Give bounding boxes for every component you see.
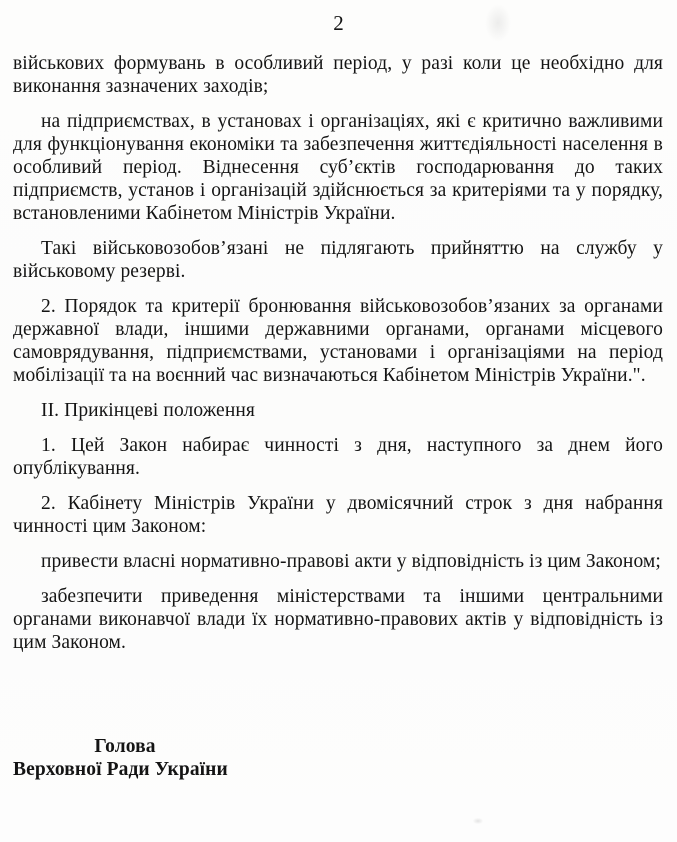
section-heading-final-provisions: ІІ. Прикінцеві положення — [41, 400, 255, 421]
paragraph-reserve-service: Такі військовозобов’язані не підлягають прийняттю на службу у військовому резерві. — [13, 238, 663, 282]
signature-block — [13, 735, 237, 781]
paragraph-enterprises-critical: на підприємствах, в установах і організаціях, які є критично важливими для функціонування економіки та забезпечення життєдіяльності населення в особливий період. Віднесення суб’єктів господарювання до таких підприємств, установ і організацій здійснюється за критеріями та у порядку, встановленими Кабінетом Міністрів України. — [13, 111, 663, 224]
paragraph-continuation-military-formations: військових формувань в особливий період, у разі коли це необхідно для виконання зазначених заходів; — [13, 53, 663, 97]
paragraph-ministries-acts: забезпечити приведення міністерствами та іншими центральними органами виконавчої влади їх нормативно-правових актів у відповідність із цим Законом. — [13, 586, 663, 653]
paragraph-bring-own-acts: привести власні нормативно-правові акти у відповідність із цим Законом; — [41, 551, 661, 572]
page-number: 2 — [333, 11, 344, 35]
paragraph-booking-procedure: 2. Порядок та критерії бронювання військовозобов’язаних за органами державної влади, іншими державними органами, органами місцевого самоврядування, підприємствами, установами і організаціями на період мобілізації та на воєнний час визначаються Кабінетом Міністрів України.". — [13, 296, 663, 386]
paragraph-cabinet-two-months: 2. Кабінету Міністрів України у двомісячний строк з дня набрання чинності цим Законом: — [13, 493, 663, 537]
scan-speck-artifact — [473, 818, 483, 824]
signature-role-verkhovna-rada: Верховної Ради України — [13, 759, 228, 780]
signature-role-chairman: Голова — [94, 736, 156, 757]
document-body — [13, 52, 663, 666]
paragraph-entry-into-force: 1. Цей Закон набирає чинності з дня, наступного за днем його опублікування. — [13, 435, 663, 479]
